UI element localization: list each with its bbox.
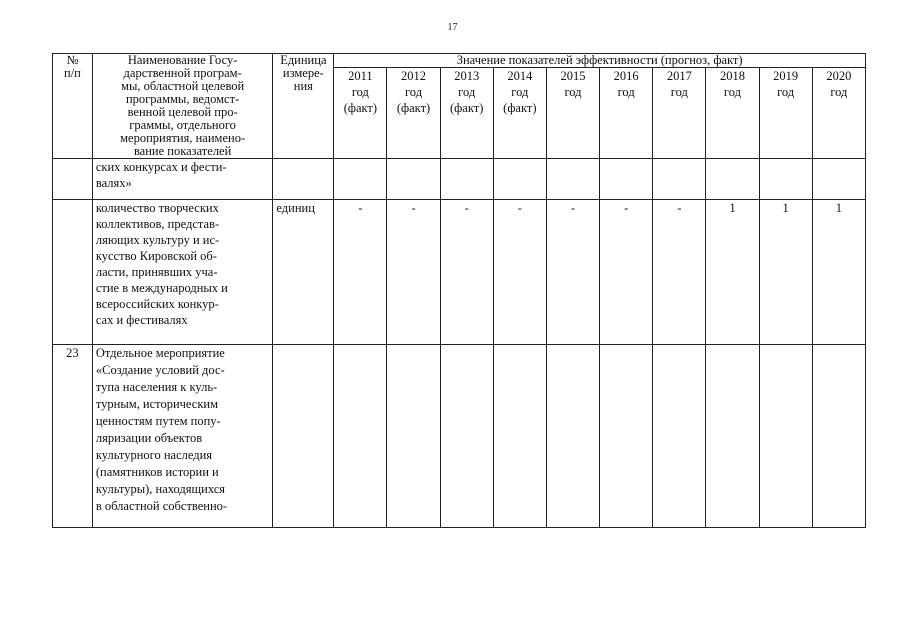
row-name: Отдельное мероприятие «Создание условий дос- тупа населения к куль- турным, историческим ценностям путем попу- ляризации объектов культурного наследия (памятников истории и культуры), находящихся в областной собственно- [92,345,273,528]
row-value [653,159,706,200]
header-year: 2015 год [546,68,599,159]
row-value [600,345,653,528]
indicators-table [52,53,866,528]
header-year: 2011 год (факт) [334,68,387,159]
row-number [53,200,93,345]
row-number [53,159,93,200]
header-year: 2013 год (факт) [440,68,493,159]
header-year: 2018 год [706,68,759,159]
row-value [812,159,865,200]
row-value: - [440,200,493,345]
row-value [812,345,865,528]
header-values-group: Значение показателей эффективности (прогноз, факт) [334,54,866,68]
row-value [334,345,387,528]
row-value [546,345,599,528]
header-year: 2020 год [812,68,865,159]
header-unit: Единица измере- ния [273,54,334,159]
row-value [706,345,759,528]
row-value [493,159,546,200]
row-value: - [546,200,599,345]
row-value [493,345,546,528]
header-year: 2014 год (факт) [493,68,546,159]
row-value [546,159,599,200]
row-unit [273,345,334,528]
row-unit [273,159,334,200]
header-year: 2017 год [653,68,706,159]
row-value [387,159,440,200]
table-row [53,345,866,528]
row-value [387,345,440,528]
row-value: 1 [706,200,759,345]
table-row [53,200,866,345]
row-value [653,345,706,528]
table-row [53,159,866,200]
row-value [759,159,812,200]
row-value: - [493,200,546,345]
header-year: 2019 год [759,68,812,159]
row-value [440,345,493,528]
row-value: - [387,200,440,345]
header-year: 2012 год (факт) [387,68,440,159]
row-value [600,159,653,200]
row-number: 23 [53,345,93,528]
row-value: 1 [812,200,865,345]
row-unit: единиц [273,200,334,345]
header-name: Наименование Госу- дарственной програм- мы, областной целевой программы, ведомст- венной целевой про- граммы, отдельного мероприятия, наимено- вание показателей [92,54,273,159]
row-name: ских конкурсах и фести- валях» [92,159,273,200]
header-num: № п/п [53,54,93,159]
row-value [440,159,493,200]
row-value: 1 [759,200,812,345]
row-value: - [600,200,653,345]
header-row-top [53,54,866,68]
header-year: 2016 год [600,68,653,159]
page-number: 17 [447,22,458,33]
row-value: - [334,200,387,345]
row-name: количество творческих коллективов, представ- ляющих культуру и ис- кусство Кировской об- ласти, принявших уча- стие в международных и всероссийских конкур- сах и фестивалях [92,200,273,345]
row-value [334,159,387,200]
row-value [706,159,759,200]
row-value [759,345,812,528]
row-value: - [653,200,706,345]
